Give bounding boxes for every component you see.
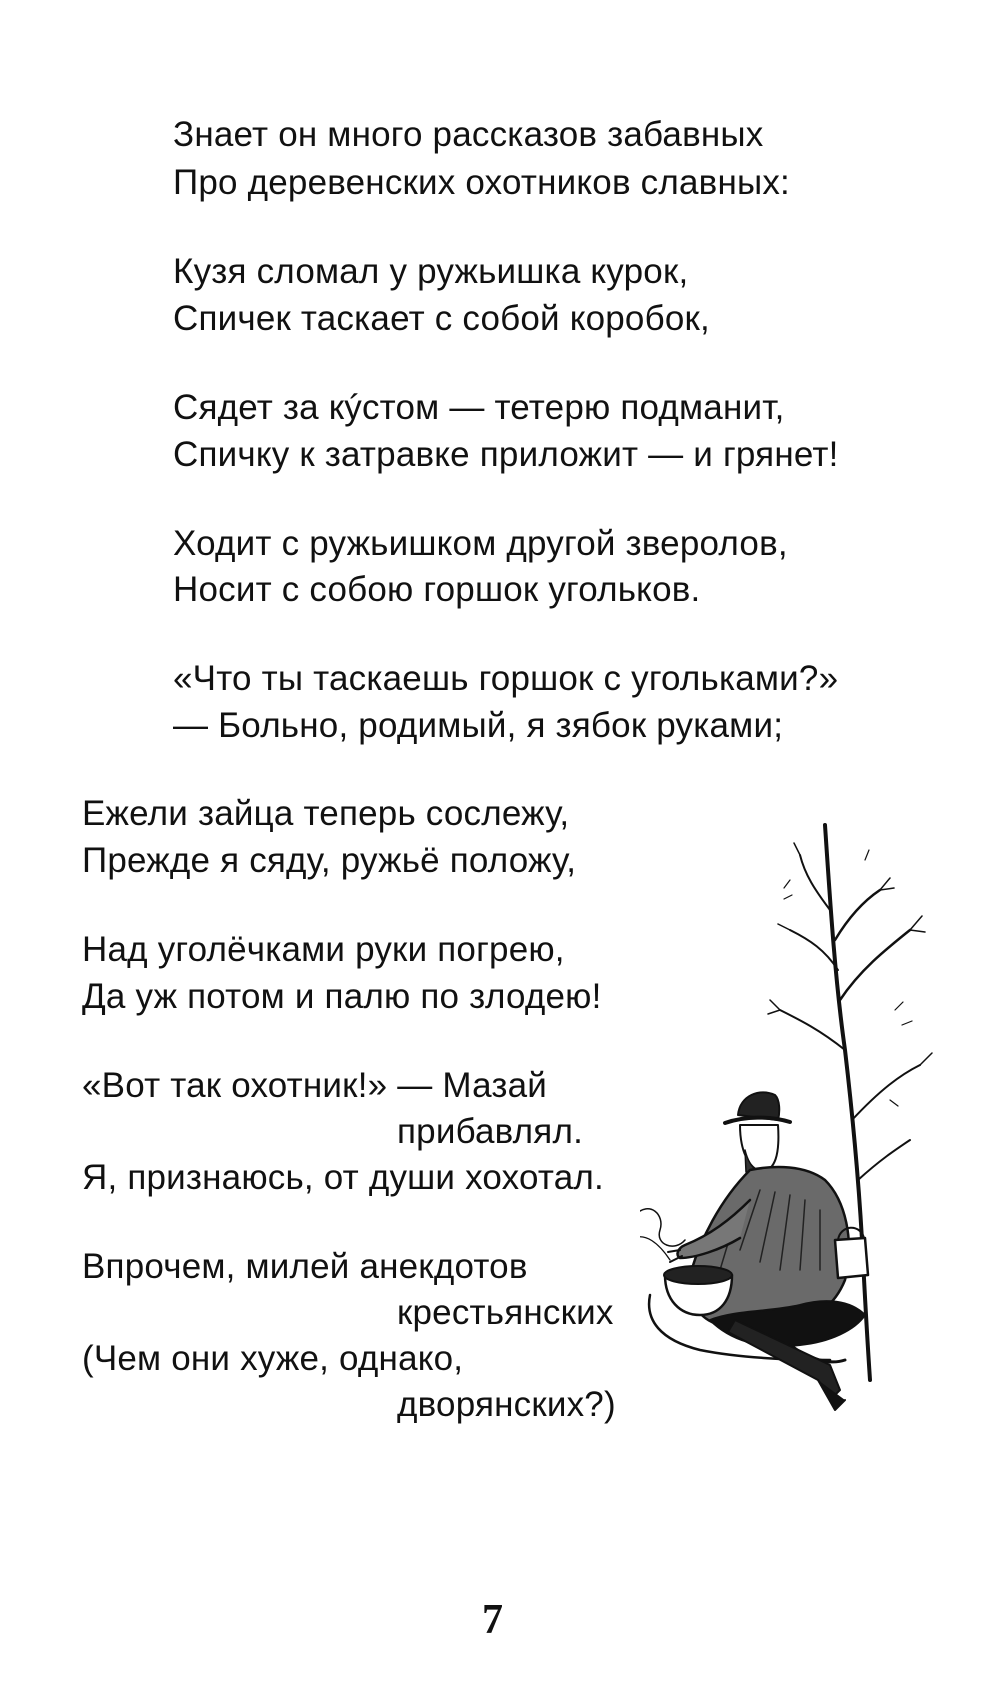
- verse-line: Над уголёчками руки погрею,: [82, 930, 565, 969]
- verse-line: Прежде я сяду, ружьё положу,: [82, 841, 577, 880]
- verse-line: Сядет за кýстом — тетерю подманит,: [173, 388, 785, 427]
- verse-line: «Что ты таскаешь горшок с угольками?»: [173, 659, 839, 698]
- verse-line: Кузя сломал у ружьишка курок,: [173, 252, 689, 291]
- verse-line: Про деревенских охотников славных:: [173, 163, 790, 202]
- verse-line-continuation: дворянских?): [397, 1385, 616, 1424]
- verse-line-continuation: прибавлял.: [397, 1112, 583, 1151]
- verse-line: Ежели зайца теперь сослежу,: [82, 794, 570, 833]
- verse-line: Впрочем, милей анекдотов: [82, 1247, 528, 1286]
- verse-line: Спичку к затравке приложит — и грянет!: [173, 435, 839, 474]
- page-number: 7: [482, 1597, 503, 1643]
- verse-line: «Вот так охотник!» — Мазай: [82, 1066, 548, 1105]
- verse-line: Ходит с ружьишком другой зверолов,: [173, 524, 788, 563]
- verse-line: Да уж потом и палю по злодею!: [82, 977, 602, 1016]
- verse-line: Знает он много рассказов забавных: [173, 115, 764, 154]
- verse-line: — Больно, родимый, я зябок руками;: [173, 706, 784, 745]
- verse-line: Я, признаюсь, от души хохотал.: [82, 1158, 604, 1197]
- verse-line: Спичек таскает с собой коробок,: [173, 299, 710, 338]
- verse-line: (Чем они хуже, однако,: [82, 1339, 464, 1378]
- verse-line: Носит с собою горшок угольков.: [173, 570, 701, 609]
- verse-line-continuation: крестьянских: [397, 1293, 614, 1332]
- hunter-with-tree-illustration: [640, 820, 1000, 1520]
